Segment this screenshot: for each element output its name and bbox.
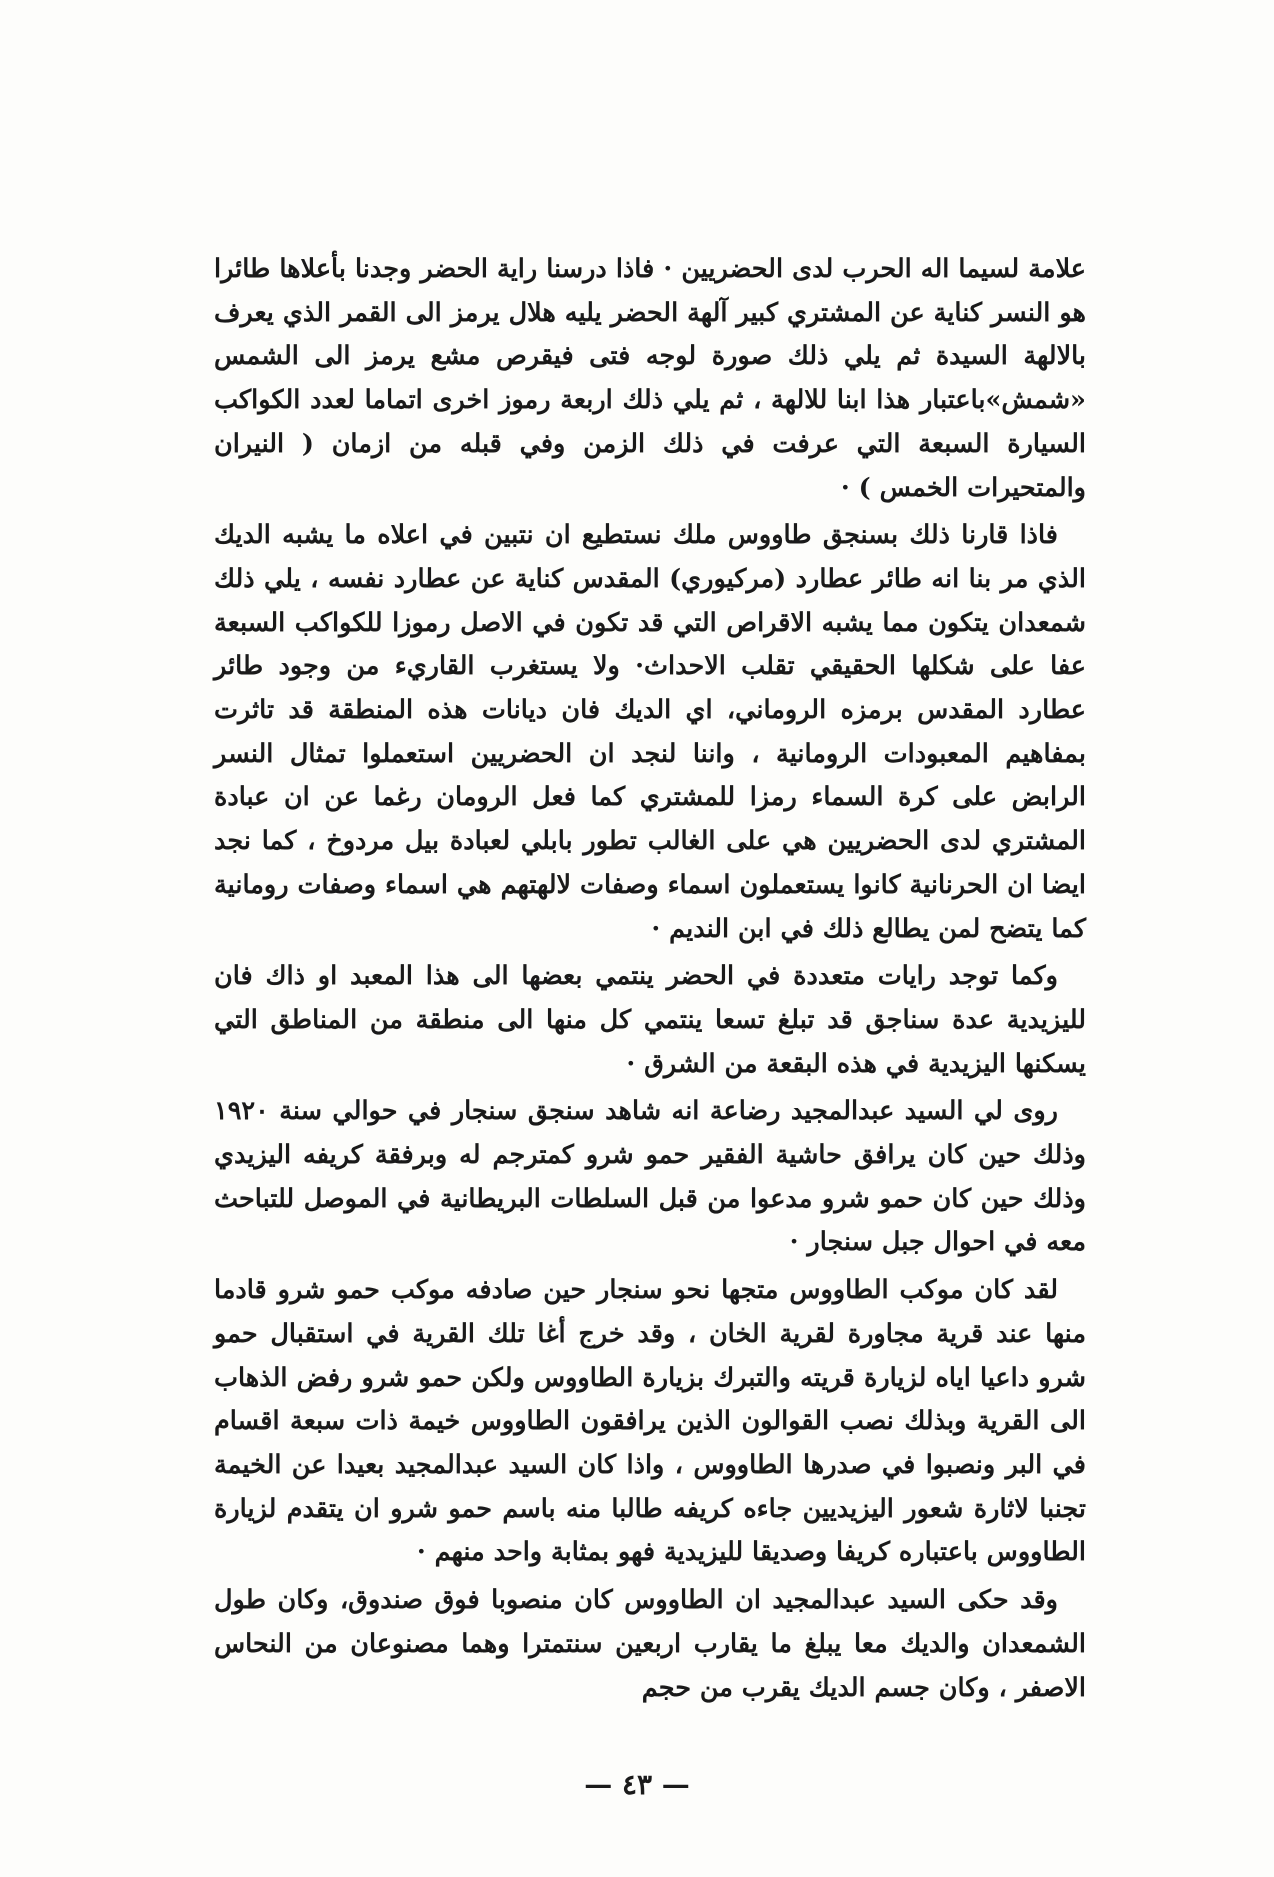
paragraph-3: وكما توجد رايات متعددة في الحضر ينتمي بعضها الى هذا المعبد او ذاك فان لليزيدية عدة سناجق قد تبلغ تسعا ينتمي كل منها الى منطقة من المناطق التي يسكنها اليزيدية في هذه البقعة من الشرق ·	[214, 961, 1086, 1079]
paragraph-5: لقد كان موكب الطاووس متجها نحو سنجار حين صادفه موكب حمو شرو قادما منها عند قرية مجاورة لقرية الخان ، وقد خرج أغا تلك القرية في استقبال حمو شرو داعيا اياه لزيارة قريته والتبرك بزيارة الطاووس ولكن حمو شرو رفض الذهاب الى القرية وبذلك نصب القوالون الذين يرافقون الطاووس خيمة ذات سبعة اقسام في البر ونصبوا في صدرها الطاووس ، واذا كان السيد عبدالمجيد بعيدا عن الخيمة تجنبا لاثارة شعور اليزيديين جاءه كريفه طالبا منه باسم حمو شرو ان يتقدم لزيارة الطاووس باعتباره كريفا وصديقا لليزيدية فهو بمثابة واحد منهم ·	[214, 1275, 1086, 1568]
body-text	[214, 248, 1086, 1714]
page-number: — ٤٣ —	[584, 1768, 690, 1801]
paragraph-6: وقد حكى السيد عبدالمجيد ان الطاووس كان منصوبا فوق صندوق، وكان طول الشمعدان والديك معا يبلغ ما يقارب اربعين سنتمترا وهما مصنوعان من النحاس الاصفر ، وكان جسم الديك يقرب من حجم	[214, 1585, 1086, 1703]
paragraph-2: فاذا قارنا ذلك بسنجق طاووس ملك نستطيع ان نتبين في اعلاه ما يشبه الديك الذي مر بنا انه طائر عطارد (مركيوري) المقدس كناية عن عطارد نفسه ، يلي ذلك شمعدان يتكون مما يشبه الاقراص التي قد تكون في الاصل رموزا للكواكب السبعة عفا على شكلها الحقيقي تقلب الاحداث· ولا يستغرب القاريء من وجود طائر عطارد المقدس برمزه الروماني، اي الديك فان ديانات هذه المنطقة قد تاثرت بمفاهيم المعبودات الرومانية ، واننا لنجد ان الحضريين استعملوا تمثال النسر الرابض على كرة السماء رمزا للمشتري كما فعل الرومان رغما عن ان عبادة المشتري لدى الحضريين هي على الغالب تطور بابلي لعبادة بيل مردوخ ، كما نجد ايضا ان الحرنانية كانوا يستعملون اسماء وصفات لالهتهم هي اسماء وصفات رومانية كما يتضح لمن يطالع ذلك في ابن النديم ·	[214, 520, 1086, 944]
paragraph-4: روى لي السيد عبدالمجيد رضاعة انه شاهد سنجق سنجار في حوالي سنة ١٩٢٠ وذلك حين كان يرافق حاشية الفقير حمو شرو كمترجم له وبرفقة كريفه اليزيدي وذلك حين كان حمو شرو مدعوا من قبل السلطات البريطانية في الموصل للتباحث معه في احوال جبل سنجار ·	[214, 1096, 1086, 1258]
paragraph-1: علامة لسيما اله الحرب لدى الحضريين · فاذا درسنا راية الحضر وجدنا بأعلاها طائرا هو النسر كناية عن المشتري كبير آلهة الحضر يليه هلال يرمز الى القمر الذي يعرف بالالهة السيدة ثم يلي ذلك صورة لوجه فتى فيقرص مشع يرمز الى الشمس «شمش»باعتبار هذا ابنا للالهة ، ثم يلي ذلك اربعة رموز اخرى اتماما لعدد الكواكب السيارة السبعة التي عرفت في ذلك الزمن وفي قبله من ازمان ( النيران والمتحيرات الخمس ) ·	[214, 254, 1086, 503]
